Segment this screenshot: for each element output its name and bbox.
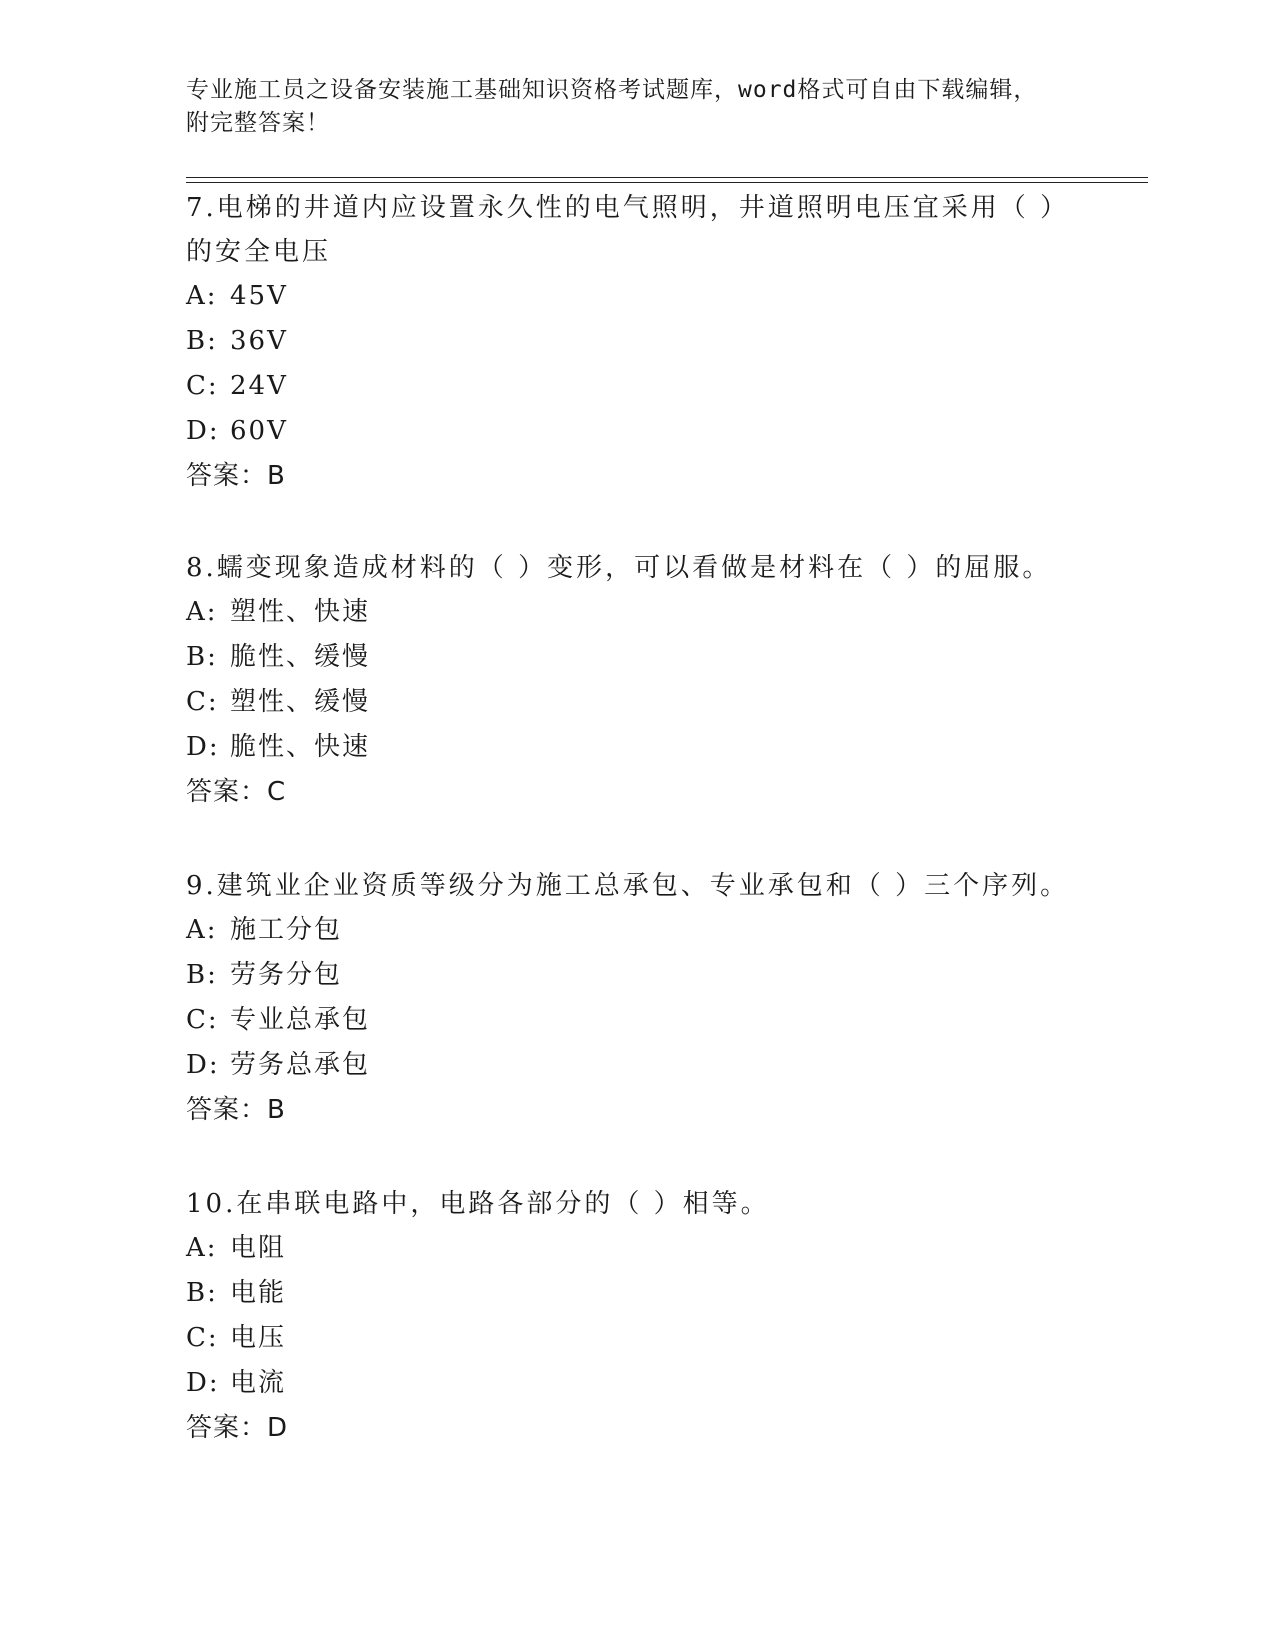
option-label: B:: [186, 642, 218, 672]
option-text: 劳务总承包: [230, 1050, 371, 1080]
option-text: 脆性、缓慢: [230, 642, 371, 672]
option-text: 45V: [230, 281, 288, 311]
option-c: [186, 998, 1086, 1043]
option-a: [186, 908, 1086, 953]
option-text: 36V: [230, 326, 288, 356]
option-label: D:: [186, 732, 220, 762]
header-line-2: 附完整答案！: [186, 110, 330, 136]
option-a: [186, 590, 1086, 635]
question-stem-line-1: 7.电梯的井道内应设置永久性的电气照明，井道照明电压宜采用（ ）: [186, 193, 1070, 223]
question-stem: 9.建筑业企业资质等级分为施工总承包、专业承包和（ ）三个序列。: [186, 871, 1070, 901]
option-label: C:: [186, 1005, 219, 1035]
option-text: 脆性、快速: [230, 732, 371, 762]
header-line-1: 专业施工员之设备安装施工基础知识资格考试题库，word格式可自由下载编辑，: [186, 77, 1038, 103]
option-text: 60V: [230, 416, 288, 446]
option-label: B:: [186, 960, 218, 990]
option-text: 施工分包: [230, 915, 343, 945]
option-c: [186, 364, 1086, 409]
header-divider-bottom: [186, 182, 1148, 183]
question-8: [186, 546, 1086, 815]
option-text: 专业总承包: [230, 1005, 371, 1035]
question-9: [186, 864, 1086, 1133]
option-label: C:: [186, 371, 219, 401]
option-label: C:: [186, 687, 219, 717]
option-label: C:: [186, 1323, 219, 1353]
option-b: [186, 953, 1086, 998]
option-d: [186, 1361, 1086, 1406]
option-a: [186, 274, 1086, 319]
option-b: [186, 319, 1086, 364]
option-text: 24V: [230, 371, 288, 401]
option-d: [186, 409, 1086, 454]
option-label: D:: [186, 1050, 220, 1080]
option-text: 劳务分包: [230, 960, 343, 990]
option-d: [186, 1043, 1086, 1088]
option-text: 电压: [230, 1323, 287, 1353]
option-c: [186, 680, 1086, 725]
option-a: [186, 1226, 1086, 1271]
header-divider-top: [186, 177, 1148, 178]
option-label: A:: [186, 281, 218, 311]
question-10: [186, 1182, 1086, 1451]
option-c: [186, 1316, 1086, 1361]
option-text: 电流: [230, 1368, 287, 1398]
option-label: B:: [186, 326, 218, 356]
option-label: D:: [186, 1368, 220, 1398]
option-label: A:: [186, 1233, 218, 1263]
option-label: B:: [186, 1278, 218, 1308]
option-d: [186, 725, 1086, 770]
answer: 答案：B: [186, 1095, 286, 1125]
question-stem: 10.在串联电路中，电路各部分的（ ）相等。: [186, 1189, 770, 1219]
option-b: [186, 1271, 1086, 1316]
option-b: [186, 635, 1086, 680]
answer: 答案：C: [186, 777, 287, 807]
option-label: A:: [186, 915, 218, 945]
answer: 答案：B: [186, 461, 286, 491]
option-text: 塑性、快速: [230, 597, 371, 627]
question-stem-line-2: 的安全电压: [186, 237, 332, 267]
option-label: D:: [186, 416, 220, 446]
question-7: [186, 186, 1086, 499]
question-stem: 8.蠕变现象造成材料的（ ）变形，可以看做是材料在（ ）的屈服。: [186, 553, 1052, 583]
option-text: 塑性、缓慢: [230, 687, 371, 717]
document-header: [186, 74, 1086, 140]
option-label: A:: [186, 597, 218, 627]
option-text: 电阻: [230, 1233, 287, 1263]
question-stem: [186, 186, 1086, 274]
option-text: 电能: [230, 1278, 287, 1308]
answer: 答案：D: [186, 1413, 289, 1443]
